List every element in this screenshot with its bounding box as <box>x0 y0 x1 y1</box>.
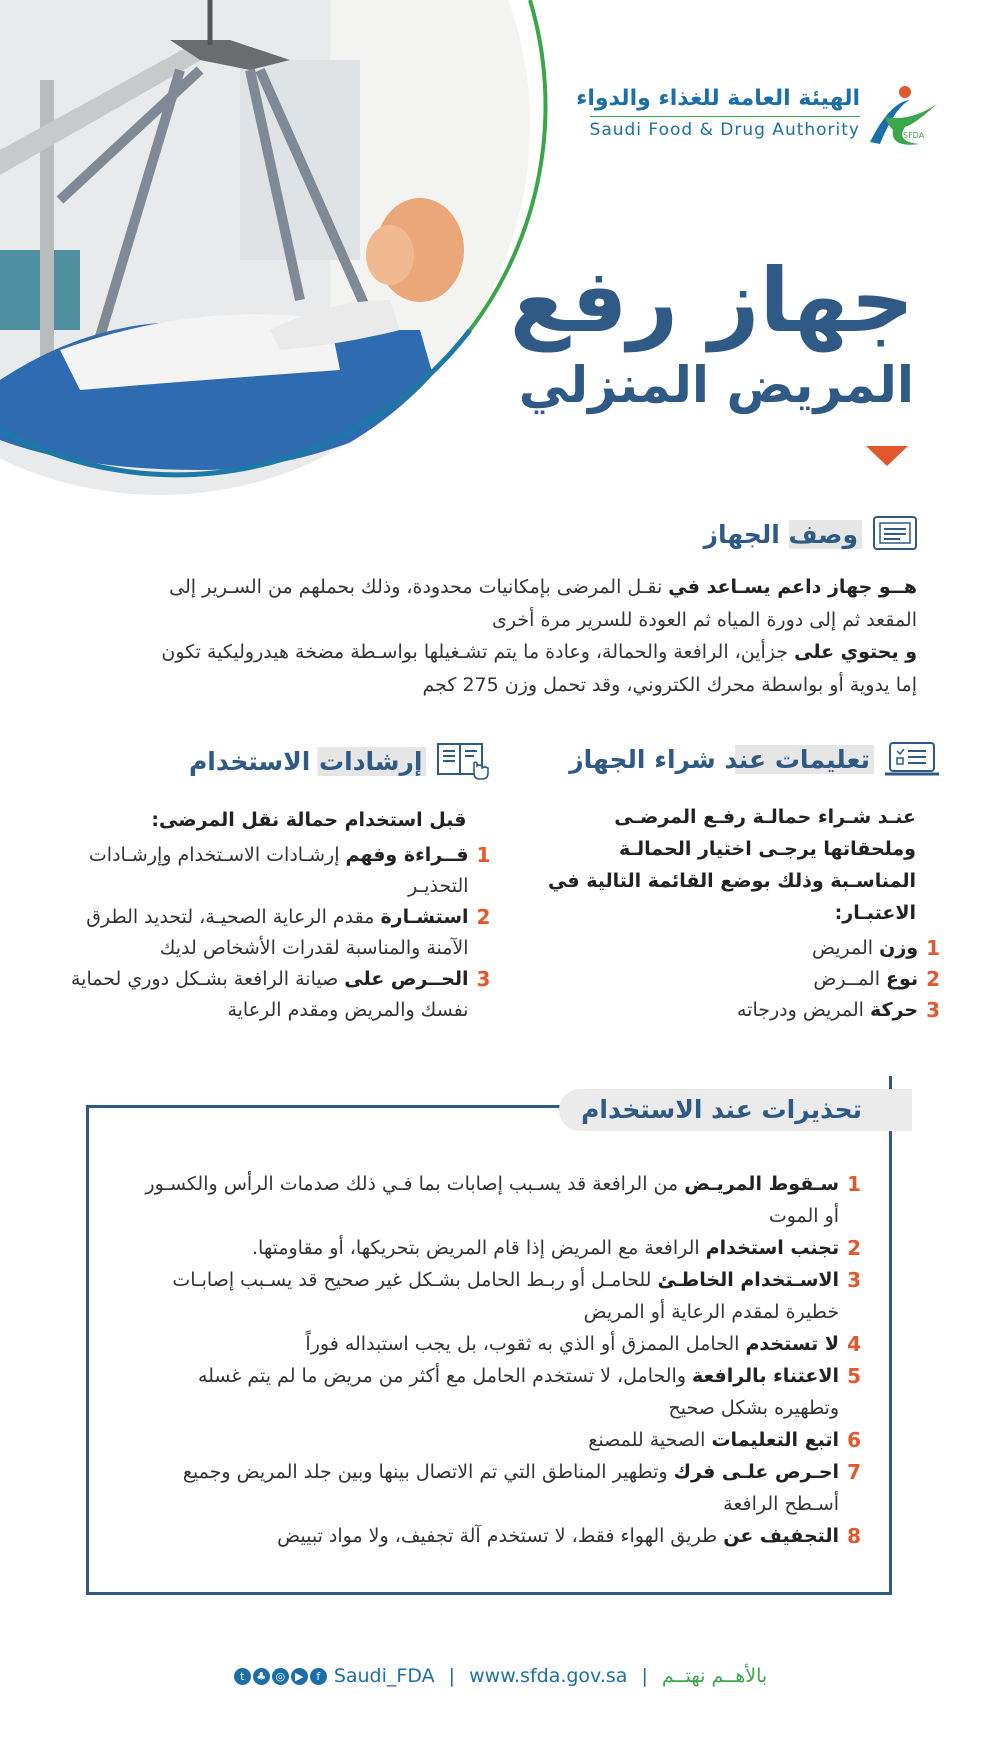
paragraph-text: جزأين، الرافعة والحمالة، وعادة ما يتم تشـغيلها بواسـطة مضخة هيدروليكية تكون إما يدوية أو بواسطة محرك الكتروني، وقد تحمل وزن 275 كجم <box>161 641 917 696</box>
slogan: بالأهــم نهتــم <box>661 1665 768 1687</box>
item-text: الصحية للمصنع <box>588 1429 712 1451</box>
facebook-icon[interactable]: f <box>310 1668 327 1685</box>
bold-lead: الاعتناء بالرافعة <box>692 1365 840 1387</box>
item-number: 4 <box>847 1332 861 1356</box>
list-item <box>530 933 940 964</box>
item-number: 2 <box>476 905 491 929</box>
item-text: إرشـادات الاسـتخدام وإرشـادات التحذيـر <box>88 844 469 897</box>
usage-heading: إرشادات الاستخدام <box>185 747 426 776</box>
bold-lead: احـرص علـى فرك <box>673 1461 840 1483</box>
down-triangle-icon <box>866 446 908 466</box>
usage-column <box>40 741 490 1026</box>
bold-lead: استشـارة <box>380 906 469 928</box>
list-item <box>40 964 490 1026</box>
twitter-icon[interactable]: t <box>234 1668 251 1685</box>
purchase-column <box>530 741 940 1026</box>
description-heading: وصف الجهاز <box>700 520 862 549</box>
bold-lead: قــراءة وفهم <box>345 844 469 866</box>
usage-body <box>40 805 490 836</box>
sfda-logo <box>576 82 940 152</box>
item-number: 3 <box>847 1268 861 1292</box>
item-number: 1 <box>476 843 491 867</box>
description-paragraph <box>150 571 917 636</box>
bold-lead: و يحتوي على <box>794 641 917 663</box>
item-number: 5 <box>847 1364 861 1388</box>
item-text: طريق الهواء فقط، لا تستخدم آلة تجفيف، ولا مواد تبييض <box>277 1525 724 1547</box>
warning-item <box>129 1424 861 1456</box>
document-icon <box>872 515 918 553</box>
warning-item <box>129 1328 861 1360</box>
item-number: 8 <box>847 1524 861 1548</box>
bold-lead: سـقوط المريـض <box>684 1173 840 1195</box>
warning-item <box>129 1456 861 1520</box>
warnings-list <box>129 1168 861 1552</box>
instagram-icon[interactable]: ◎ <box>272 1668 289 1685</box>
bold-lead: لا تستخدم <box>745 1333 840 1355</box>
columns <box>0 741 1000 1026</box>
purchase-heading: تعليمات عند شراء الجهاز <box>565 745 874 774</box>
item-number: 1 <box>926 936 940 960</box>
usage-list <box>40 840 490 1026</box>
item-number: 2 <box>926 967 940 991</box>
warning-item <box>129 1360 861 1424</box>
list-item <box>40 902 490 964</box>
purchase-list <box>530 933 940 1026</box>
bold-lead: نوع <box>886 968 919 990</box>
content-flow <box>0 515 1000 1747</box>
list-item <box>530 995 940 1026</box>
warnings-section <box>86 1076 892 1595</box>
logo-arabic-text: الهيئة العامة للغذاء والدواء <box>576 86 860 111</box>
item-text: وتطهير المناطق التي تم الاتصال بينها وبين جلد المريض وجميع أسـطح الرافعة <box>182 1461 840 1515</box>
warning-item <box>129 1232 861 1264</box>
item-number: 7 <box>847 1460 861 1484</box>
logo-english-text: Saudi Food & Drug Authority <box>589 120 860 140</box>
item-number: 2 <box>847 1236 861 1260</box>
item-text: المريض ودرجاته <box>736 999 870 1021</box>
list-item <box>530 964 940 995</box>
bold-lead: هــو جهاز داعم يسـاعد في <box>668 576 917 598</box>
item-text: صيانة الرافعة بشـكل دوري لحماية نفسك والمريض ومقدم الرعاية <box>71 968 469 1021</box>
page-subtitle: المريض المنزلي <box>518 356 914 414</box>
item-number: 3 <box>926 998 940 1022</box>
bold-lead: الحــرص على <box>344 968 469 990</box>
description-header <box>0 515 1000 553</box>
description-body <box>150 571 917 701</box>
item-text: الرافعة مع المريض إذا قام المريض بتحريكها، أو مقاومتها. <box>252 1237 706 1259</box>
item-number: 3 <box>476 967 491 991</box>
purchase-intro: عنـد شـراء حمالـة رفـع المرضـى وملحقاتها يرجـى اختيار الحمالـة المناسـبة وذلك بوضع القائمة التالية في الاعتبـار: <box>547 806 916 924</box>
footer-separator: | <box>448 1665 456 1687</box>
purchase-body <box>530 801 940 929</box>
item-text: من الرافعة قد يسـبب إصابات بما فـي ذلك صدمات الرأس والكسـور أو الموت <box>145 1173 840 1227</box>
page-title: جهاز رفع <box>509 249 914 352</box>
warning-item <box>129 1264 861 1328</box>
youtube-icon[interactable]: ▶ <box>291 1668 308 1685</box>
item-text: مقدم الرعاية الصحيـة، لتحديد الطرق الآمنة والمناسبة لقدرات الأشخاص لديك <box>86 906 469 959</box>
svg-text:SFDA: SFDA <box>903 131 925 140</box>
usage-header <box>40 741 490 781</box>
warning-item <box>129 1168 861 1232</box>
item-text: الحامل الممزق أو الذي به ثقوب، بل يجب استبداله فوراً <box>305 1333 746 1355</box>
item-text: المــرض <box>813 968 887 990</box>
footer-separator: | <box>641 1665 648 1687</box>
description-paragraph <box>150 636 917 701</box>
warning-item <box>129 1520 861 1552</box>
bold-lead: حركة <box>869 999 919 1021</box>
book-hand-icon <box>436 741 490 781</box>
sfda-emblem-icon <box>865 82 940 150</box>
snapchat-icon[interactable]: ♣ <box>253 1668 270 1685</box>
website-link[interactable]: www.sfda.gov.sa <box>469 1665 628 1687</box>
item-number: 1 <box>847 1172 861 1196</box>
hero-photo-patient-lift <box>0 0 560 520</box>
warnings-box <box>86 1105 892 1595</box>
logo-divider <box>590 116 860 117</box>
list-item <box>40 840 490 902</box>
item-text: والحامل، لا تستخدم الحامل مع أكثر من مريض ما لم يتم غسله وتطهيره بشكل صحيح <box>197 1365 840 1419</box>
item-text: المريض <box>811 937 880 959</box>
paragraph-text: نقـل المرضى بإمكانيات محدودة، وذلك بحملهم من السـرير إلى المقعد ثم إلى دورة المياه ثم العودة للسرير مرة أخرى <box>169 576 917 631</box>
purchase-header <box>530 741 940 777</box>
item-text: للحامـل أو ربـط الحامل بشـكل غير صحيح قد يسـبب إصابـات خطيرة لمقدم الرعاية أو المريض <box>172 1269 840 1323</box>
usage-intro: قبل استخدام حمالة نقل المرضى: <box>151 809 467 831</box>
item-number: 6 <box>847 1428 861 1452</box>
warnings-heading: تحذيرات عند الاستخدام <box>559 1089 912 1131</box>
social-handle[interactable]: Saudi_FDA <box>333 1665 435 1687</box>
bold-lead: تجنب استخدام <box>705 1237 840 1259</box>
bold-lead: وزن <box>879 937 919 959</box>
bold-lead: التجفيف عن <box>723 1525 840 1547</box>
footer <box>0 1665 1000 1687</box>
laptop-checklist-icon <box>884 741 940 777</box>
bold-lead: اتبع التعليمات <box>711 1429 840 1451</box>
bold-lead: الاسـتخدام الخاطـئ <box>657 1269 840 1291</box>
